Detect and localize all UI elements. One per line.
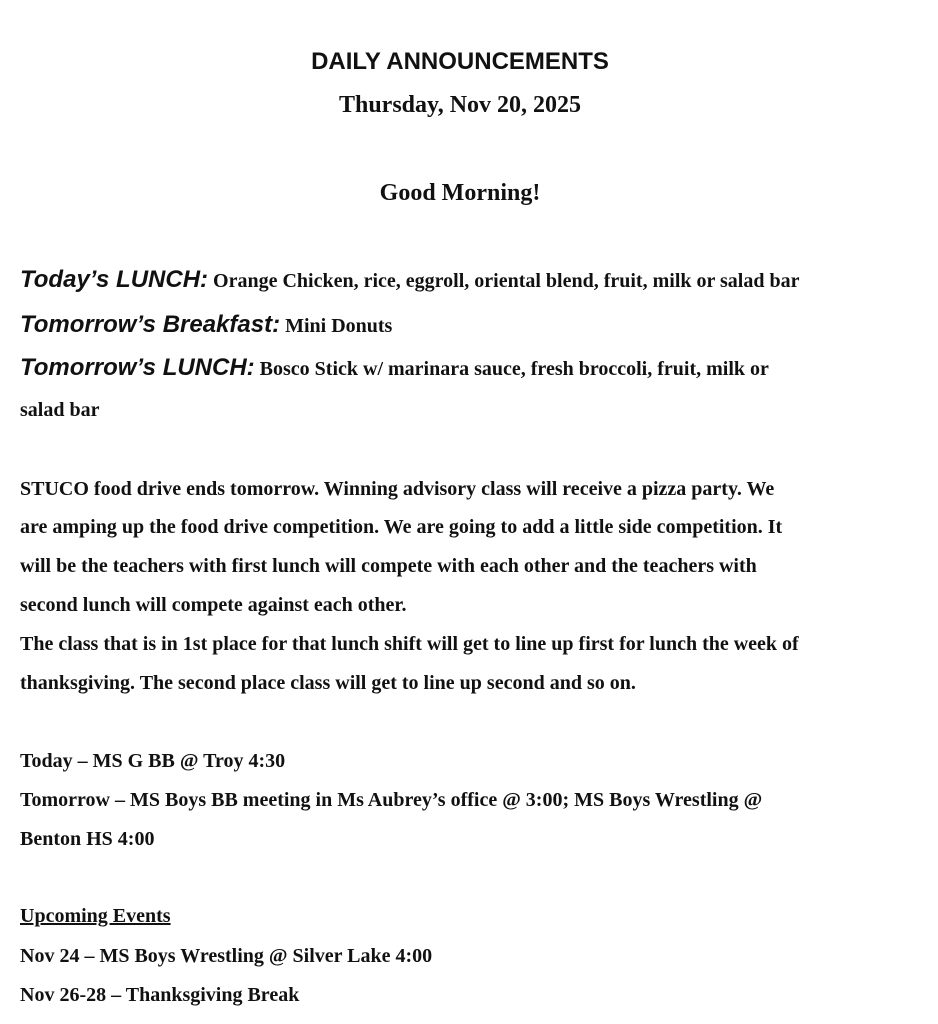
- breakfast-label: Tomorrow’s Breakfast:: [20, 311, 281, 338]
- stuco-paragraph-line: are amping up the food drive competition. We are going to add a little side competition. It: [20, 516, 783, 538]
- greeting: Good Morning!: [379, 180, 541, 206]
- stuco-paragraph-line: second lunch will compete against each other.: [20, 594, 407, 616]
- tomorrow-lunch-value: Bosco Stick w/ marinara sauce, fresh broccoli, fruit, milk or: [259, 358, 769, 380]
- tomorrow-lunch-continued: salad bar: [20, 399, 100, 421]
- sports-line-today: Today – MS G BB @ Troy 4:30: [20, 750, 286, 772]
- sports-line-tomorrow-continued: Benton HS 4:00: [20, 828, 155, 850]
- breakfast-line: [20, 311, 392, 339]
- stuco-paragraph-line: will be the teachers with first lunch will compete with each other and the teachers with: [20, 555, 757, 577]
- tomorrow-lunch-label: Tomorrow’s LUNCH:: [20, 354, 255, 381]
- upcoming-event-item: Nov 24 – MS Boys Wrestling @ Silver Lake 4:00: [20, 945, 433, 967]
- announcement-date: Thursday, Nov 20, 2025: [338, 92, 582, 118]
- sports-line-tomorrow: Tomorrow – MS Boys BB meeting in Ms Aubrey’s office @ 3:00; MS Boys Wrestling @: [20, 789, 763, 811]
- page-title: DAILY ANNOUNCEMENTS: [311, 48, 609, 75]
- stuco-paragraph-line: STUCO food drive ends tomorrow. Winning advisory class will receive a pizza party. We: [20, 478, 775, 500]
- todays-lunch-value: Orange Chicken, rice, eggroll, oriental blend, fruit, milk or salad bar: [213, 270, 800, 292]
- tomorrow-lunch-line: [20, 354, 769, 382]
- stuco-paragraph-line: The class that is in 1st place for that lunch shift will get to line up first for lunch the week of: [20, 633, 799, 655]
- breakfast-value: Mini Donuts: [285, 315, 393, 337]
- upcoming-events-heading: Upcoming Events: [20, 905, 171, 927]
- upcoming-event-item: Nov 26-28 – Thanksgiving Break: [20, 984, 300, 1006]
- todays-lunch-line: [20, 266, 799, 294]
- stuco-paragraph-line: thanksgiving. The second place class will get to line up second and so on.: [20, 672, 636, 694]
- todays-lunch-label: Today’s LUNCH:: [20, 266, 209, 293]
